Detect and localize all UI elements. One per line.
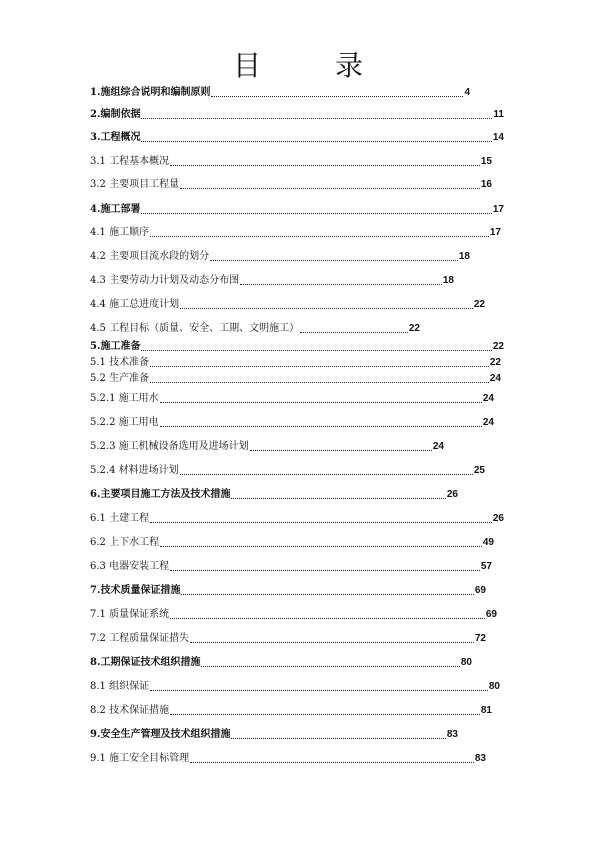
- toc-entry: [90, 728, 458, 742]
- toc-entry: [90, 440, 444, 454]
- toc-leader-dots: [170, 608, 485, 619]
- toc-entry: [90, 356, 501, 370]
- toc-leader-dots: [141, 340, 491, 351]
- toc-entry: [90, 680, 500, 694]
- toc-entry-label: 4.3 主要劳动力计划及动态分布图: [90, 275, 240, 286]
- toc-entry: [90, 322, 420, 336]
- toc-leader-dots: [240, 274, 442, 285]
- toc-entry: [90, 392, 494, 406]
- toc-leader-dots: [141, 108, 492, 119]
- toc-entry: [90, 416, 494, 430]
- toc-entry-label: 7.2 工程质量保证措失: [90, 633, 190, 644]
- toc-entry-label: 4.4 施工总进度计划: [90, 299, 180, 310]
- toc-entry-label: 8.工期保证技术组织措施: [90, 657, 201, 668]
- toc-entry-label: 8.1 组织保证: [90, 681, 150, 692]
- title-char-1: 目: [232, 49, 265, 82]
- toc-leader-dots: [231, 728, 445, 739]
- toc-entry: [90, 536, 494, 550]
- toc-leader-dots: [141, 131, 491, 142]
- toc-entry: [90, 656, 472, 670]
- toc-entry: [90, 752, 486, 766]
- toc-entry-label: 8.2 技术保证措施: [90, 705, 170, 716]
- toc-entry-page: 24: [482, 417, 494, 428]
- toc-entry-page: 81: [480, 705, 492, 716]
- toc-entry: [90, 560, 492, 574]
- toc-leader-dots: [150, 372, 489, 383]
- toc-entry: [90, 178, 492, 192]
- toc-entry: [90, 372, 501, 386]
- toc-entry: [90, 488, 458, 502]
- toc-entry-page: 11: [493, 109, 504, 120]
- toc-leader-dots: [201, 656, 459, 667]
- toc-entry-label: 5.2.3 施工机械设备选用及进场计划: [90, 441, 249, 452]
- toc-leader-dots: [190, 752, 474, 763]
- toc-leader-dots: [231, 488, 445, 499]
- toc-leader-dots: [150, 512, 492, 523]
- toc-entry-label: 2.编制依据: [90, 109, 141, 120]
- toc-entry-page: 80: [460, 657, 472, 668]
- toc-entry-label: 3.1 工程基本概况: [90, 156, 170, 167]
- toc-entry-page: 4: [464, 87, 470, 98]
- toc-entry-page: 17: [489, 227, 501, 238]
- toc-entry-page: 80: [488, 681, 500, 692]
- toc-entry: [90, 108, 504, 122]
- toc-leader-dots: [141, 203, 491, 214]
- toc-entry-page: 69: [485, 609, 497, 620]
- toc-entry-page: 26: [492, 513, 504, 524]
- toc-entry: [90, 340, 504, 354]
- toc-entry-page: 17: [492, 204, 504, 215]
- toc-entry: [90, 608, 497, 622]
- toc-leader-dots: [160, 392, 482, 403]
- toc-leader-dots: [150, 226, 489, 237]
- toc-leader-dots: [170, 155, 480, 166]
- toc-entry: [90, 584, 486, 598]
- toc-leader-dots: [170, 560, 480, 571]
- toc-entry-page: 22: [408, 323, 420, 334]
- toc-entry-label: 7.技术质量保证措施: [90, 585, 181, 596]
- toc-entry-label: 4.5 工程目标（质量、安全、工期、文明施工）: [90, 323, 300, 334]
- toc-entry-page: 49: [482, 537, 494, 548]
- toc-entry-page: 22: [492, 341, 504, 352]
- toc-entry-page: 24: [432, 441, 444, 452]
- toc-entry-label: 6.1 土建工程: [90, 513, 150, 524]
- toc-entry: [90, 298, 485, 312]
- toc-entry-page: 69: [474, 585, 486, 596]
- toc-entry-page: 22: [473, 299, 485, 310]
- toc-entry-label: 5.1 技术准备: [90, 357, 150, 368]
- toc-entry-label: 4.施工部署: [90, 204, 141, 215]
- toc-entry-page: 83: [474, 753, 486, 764]
- toc-entry-label: 5.2 生产准备: [90, 373, 150, 384]
- toc-entry-label: 3.工程概况: [90, 132, 141, 143]
- toc-entry-label: 9.安全生产管理及技术组织措施: [90, 729, 231, 740]
- toc-leader-dots: [211, 86, 463, 97]
- toc-entry-label: 5.2.2 施工用电: [90, 417, 159, 428]
- toc-entry: [90, 226, 501, 240]
- toc-entry-label: 7.1 质量保证系统: [90, 609, 170, 620]
- toc-leader-dots: [180, 298, 473, 309]
- toc-entry-page: 57: [480, 561, 492, 572]
- toc-leader-dots: [250, 440, 432, 451]
- toc-entry: [90, 86, 470, 100]
- toc-entry-page: 24: [489, 373, 501, 384]
- toc-entry: [90, 274, 454, 288]
- toc-leader-dots: [150, 356, 489, 367]
- toc-entry: [90, 250, 470, 264]
- toc-leader-dots: [170, 704, 480, 715]
- toc-entry: [90, 512, 504, 526]
- title-char-2: 录: [335, 49, 368, 82]
- toc-entry-label: 4.1 施工顺序: [90, 227, 150, 238]
- toc-entry-label: 5.2.1 施工用水: [90, 393, 159, 404]
- toc-entry-label: 1.施组综合说明和编制原则: [90, 87, 211, 98]
- toc-leader-dots: [150, 680, 488, 691]
- toc-entry-page: 72: [474, 633, 486, 644]
- toc-entry-label: 5.施工准备: [90, 341, 141, 352]
- toc-entry: [90, 155, 492, 169]
- toc-leader-dots: [180, 178, 480, 189]
- toc-entry-page: 14: [492, 132, 504, 143]
- toc-entry: [90, 464, 485, 478]
- toc-entry-page: 16: [480, 179, 492, 190]
- toc-entry-label: 6.2 上下水工程: [90, 537, 160, 548]
- toc-entry: [90, 203, 504, 217]
- toc-entry-page: 15: [480, 156, 492, 167]
- toc-entry-label: 4.2 主要项目流水段的划分: [90, 251, 210, 262]
- toc-entry-label: 3.2 主要项目工程量: [90, 179, 180, 190]
- toc-entry-page: 25: [473, 465, 485, 476]
- toc-entry-label: 9.1 施工安全目标管理: [90, 753, 190, 764]
- toc-leader-dots: [160, 416, 482, 427]
- toc-entry-page: 18: [458, 251, 470, 262]
- toc-entry-page: 22: [489, 357, 501, 368]
- toc-entry-label: 5.2.4 材料进场计划: [90, 465, 179, 476]
- toc-entry-page: 26: [446, 489, 458, 500]
- toc-leader-dots: [160, 536, 482, 547]
- toc-entry-label: 6.3 电器安装工程: [90, 561, 170, 572]
- toc-leader-dots: [190, 632, 474, 643]
- toc-entry: [90, 131, 504, 145]
- toc-entry: [90, 704, 492, 718]
- toc-leader-dots: [181, 584, 473, 595]
- toc-leader-dots: [300, 322, 408, 333]
- toc-entry-page: 24: [482, 393, 494, 404]
- toc-leader-dots: [210, 250, 458, 261]
- toc-entry-page: 83: [446, 729, 458, 740]
- toc-entry: [90, 632, 486, 646]
- toc-entry-page: 18: [442, 275, 454, 286]
- toc-leader-dots: [180, 464, 473, 475]
- toc-entry-label: 6.主要项目施工方法及技术措施: [90, 489, 231, 500]
